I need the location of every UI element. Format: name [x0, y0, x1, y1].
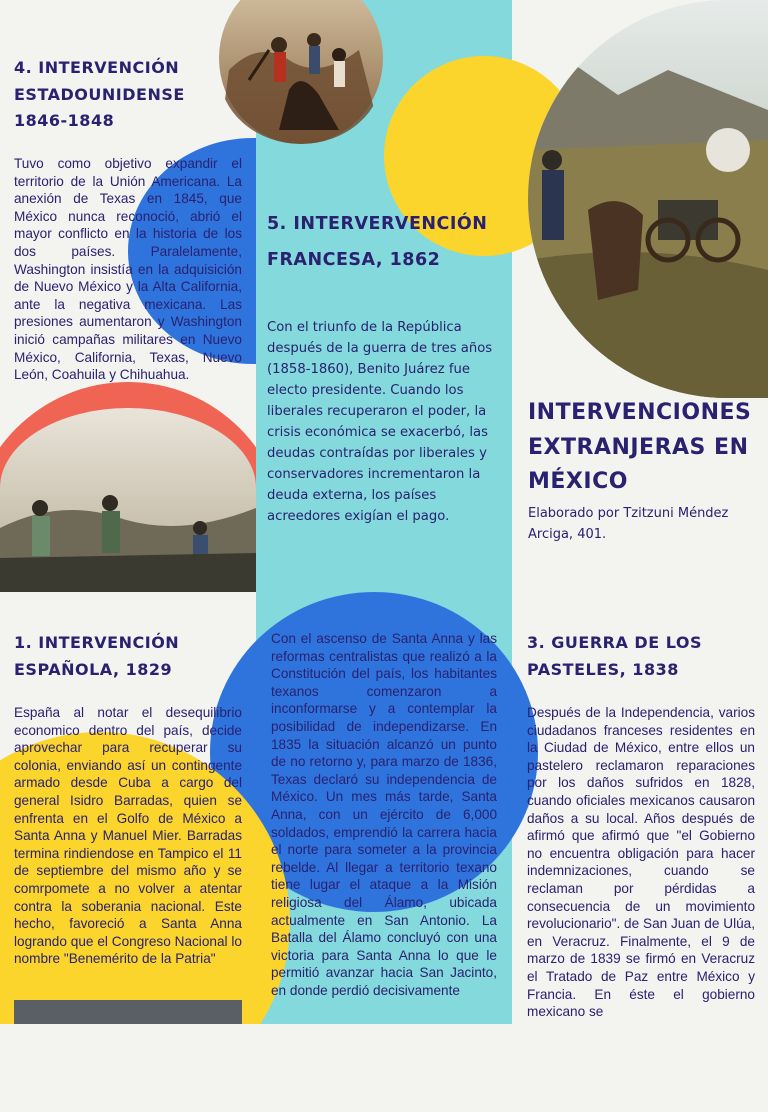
cavalry-painting-circle: [528, 0, 768, 398]
section-text-estadounidense: Tuvo como objetivo expandir el territorio de la Unión Americana. La anexión de Texas en 1845, que México nunca reconoció, abrió el mayor conflicto en la historia de los dos países. Paralelamente, Washington insistía en la adquisición de Nuevo México y la Alta California, ante la negativa mexicana. Las presiones aumentaron y Washington inició campañas militares en Nuevo México, California, Texas, Nuevo León, Coahuila y Chihuahua.: [14, 156, 242, 383]
section-text-texas: Con el ascenso de Santa Anna y las reformas centralistas que realizó a la Constitución del país, los habitantes texanos comenzaron a inconformarse y a contemplar la posibilidad de independizarse. En 1835 la situación alcanzó un punto de no retorno y, para marzo de 1836, Texas declaró su independencia de México. Un mes más tarde, Santa Anna, con un ejército de 6,000 soldados, emprendió la carrera hacia el norte para someter a la provincia rebelde. Al llegar a territorio texano tiene lugar el ataque a la Misión religiosa del Álamo, ubicada actualmente en San Antonio. La Batalla del Álamo concluyó con una victoria para Santa Anna lo que le permitió avanzar hacia San Jacinto, en donde perdió decisivamente: [271, 631, 497, 998]
battle-painting-left: [0, 408, 256, 592]
cover-title: INTERVENCIONES EXTRANJERAS EN MÉXICO: [528, 400, 752, 494]
cover-author: Elaborado por Tzitzuni Méndez Arciga, 401.: [528, 506, 729, 542]
battle-painting-top-circle: [219, 0, 383, 144]
section-text-francesa: Con el triunfo de la República después de la guerra de tres años (1858-1860), Benito Juárez fue electo presidente. Cuando los liberales recuperaron el poder, la crisis económica se exacerbó, las deudas contraídas por liberales y conservadores incrementaron la deuda externa, los países acreedores exigían el pago.: [267, 320, 493, 524]
section-text-pasteles: Después de la Independencia, varios ciudadanos franceses residentes en la Ciudad de México, entre ellos un pastelero reclamaron reparaciones por los daños sufridos en 1828, cuando oficiales mexicanos causaron daños a su local. Años después de afirmó que afirmó que "el Gobierno no encuentra obligación para hacer indemnizaciones, cuando se reclaman por pérdidas a consecuencia de un movimiento revolucionario". de San Juan de Ulúa, en Veracruz. Finalmente, el 9 de marzo de 1839 se firmó en Veracruz el Tratado de Paz entre México y Francia. En éste el gobierno mexicano se: [527, 705, 755, 1020]
section-title-francesa: 5. INTERVERVENCIÓN FRANCESA, 1862: [267, 214, 488, 270]
section-title-espanola: 1. INTERVENCIÓN ESPAÑOLA, 1829: [14, 633, 180, 679]
section-title-estadounidense: 4. INTERVENCIÓN ESTADOUNIDENSE 1846-1848: [14, 58, 185, 130]
section-text-espanola: España al notar el desequilibrio economico dentro del país, decide aprovechar para recuperar su colonia, enviando así un contingente armado desde Cuba a cargo del general Isidro Barradas, quien se enfrenta en el Golfo de México a Santa Anna y Manuel Mier. Barradas termina rindiendose en Tampico el 11 de septiembre del mismo año y se comrpomete a no volver a atentar contra la soberania nacional. Este hecho, favoreció a Santa Anna logrando que el Congreso Nacional lo nombre "Benemérito de la Patria": [14, 705, 242, 967]
painting-bottom-left: [14, 1000, 242, 1024]
section-title-pasteles: 3. GUERRA DE LOS PASTELES, 1838: [527, 633, 702, 679]
